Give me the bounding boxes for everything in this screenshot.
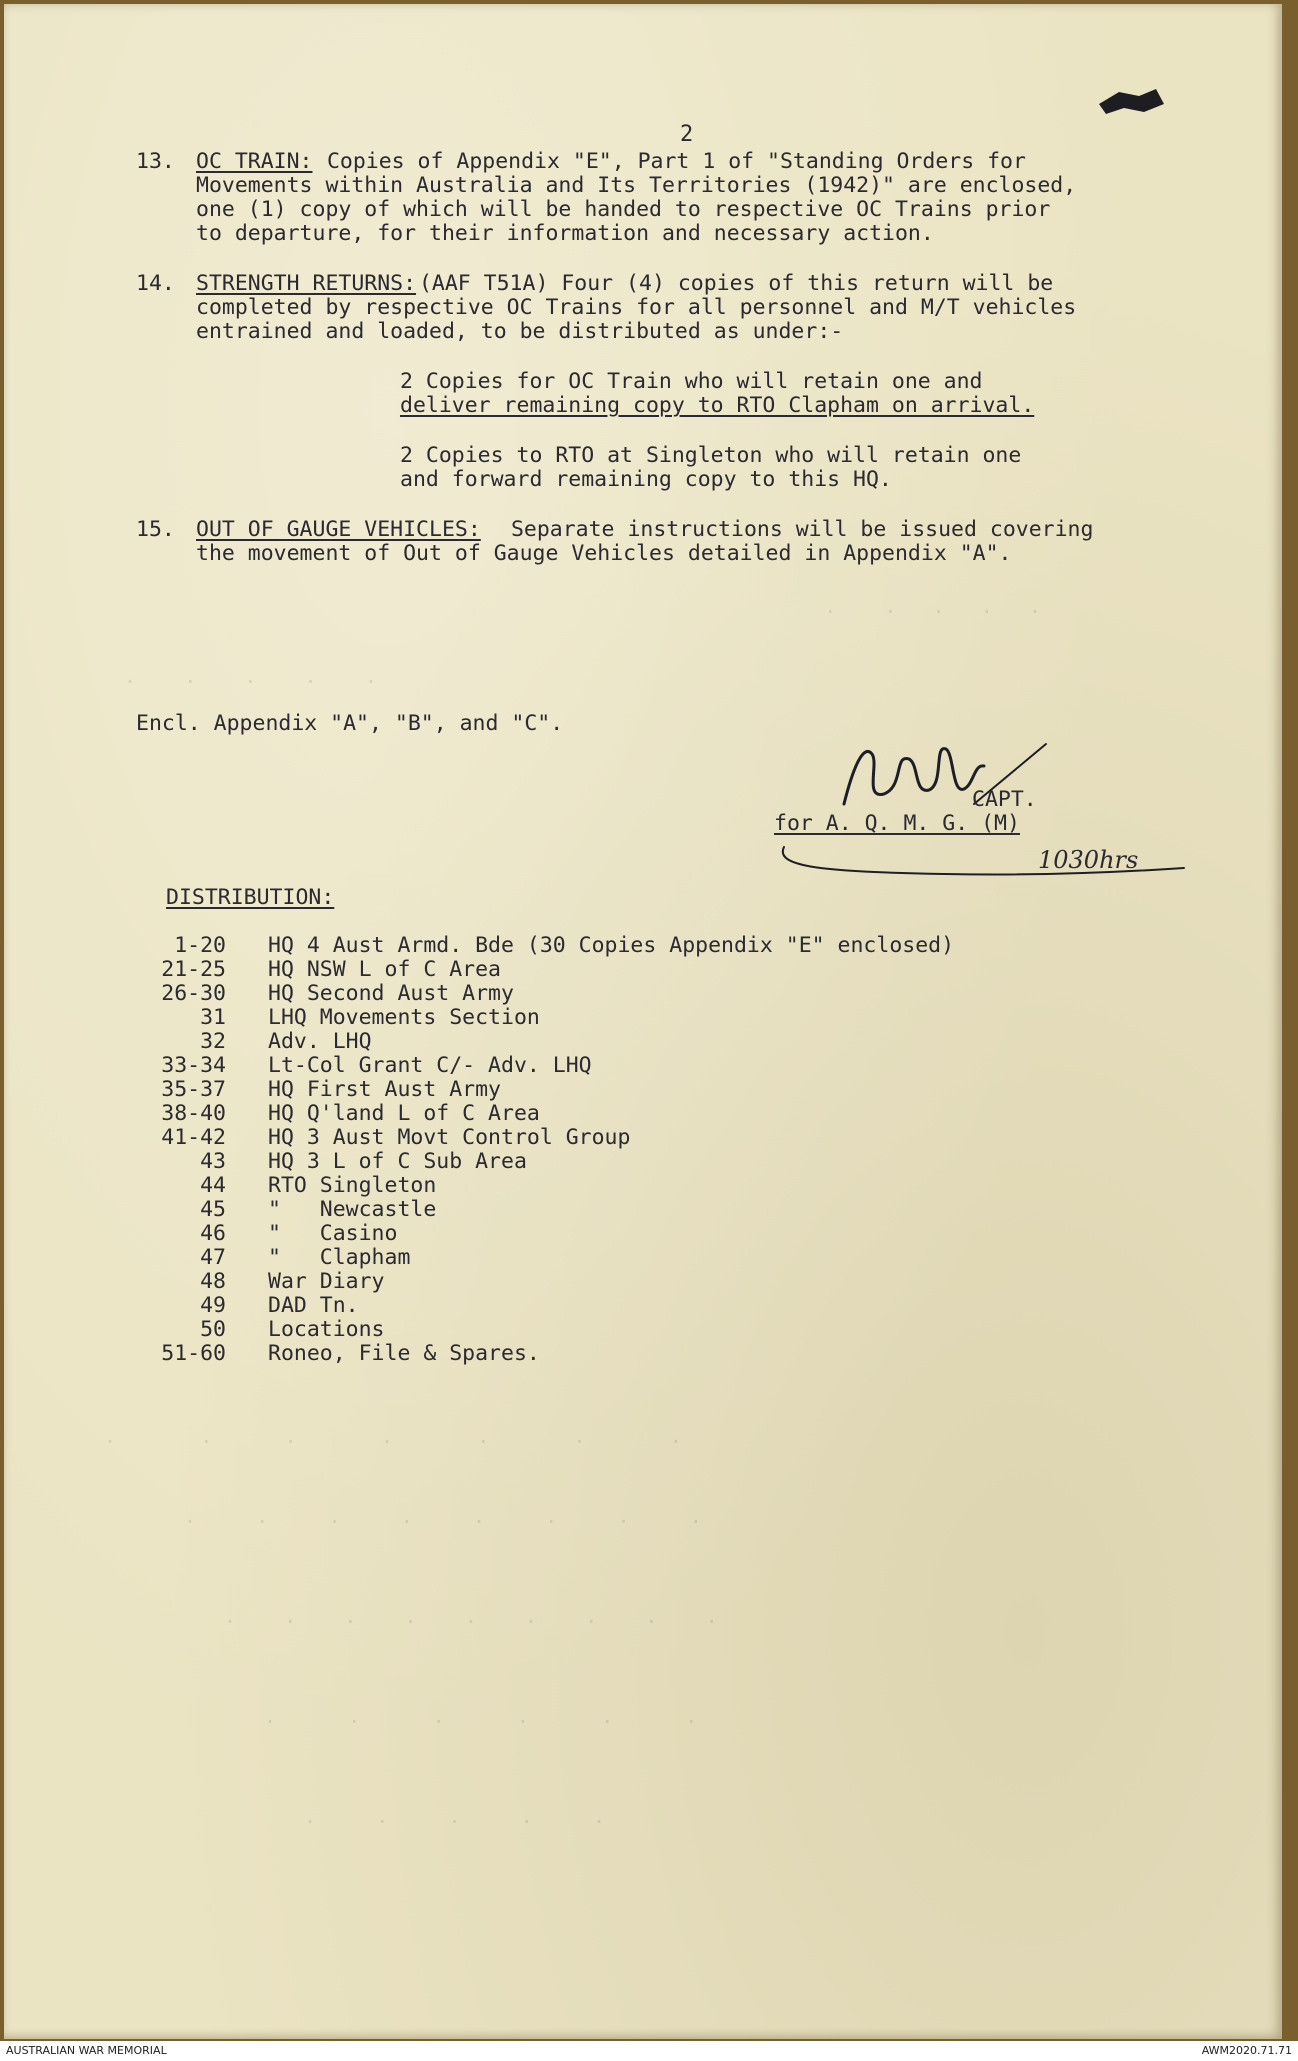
bleed-through-text: . . . . . . . . .	[224, 1604, 718, 1628]
paragraph-13-line-2: Movements within Australia and Its Territories (1942)" are enclosed,	[196, 173, 1077, 198]
paragraph-13-line-4: to departure, for their information and necessary action.	[196, 221, 934, 246]
distribution-recipient: HQ Second Aust Army	[268, 981, 514, 1006]
distribution-recipient: HQ First Aust Army	[268, 1077, 501, 1102]
sub-item-1-line-2: deliver remaining copy to RTO Clapham on arrival.	[400, 393, 1035, 418]
distribution-recipient: LHQ Movements Section	[268, 1005, 540, 1030]
enclosures-line: Encl. Appendix "A", "B", and "C".	[136, 711, 564, 736]
paragraph-14-line-1: (AAF T51A) Four (4) copies of this return will be	[406, 271, 1054, 296]
paragraph-15-line-1: Separate instructions will be issued covering	[498, 517, 1094, 542]
handwritten-time-note: 1030hrs	[1038, 846, 1139, 874]
bleed-through-text: . . . . .	[764, 594, 1041, 618]
distribution-recipient: RTO Singleton	[268, 1173, 437, 1198]
page-number: 2	[680, 122, 694, 147]
distribution-number: 50	[200, 1317, 226, 1342]
paragraph-14-heading: STRENGTH RETURNS:	[196, 271, 417, 296]
distribution-number: 26-30	[161, 981, 226, 1006]
distribution-heading: DISTRIBUTION:	[166, 885, 335, 910]
paragraph-13-heading: OC TRAIN:	[196, 149, 313, 174]
distribution-number: 35-37	[161, 1077, 226, 1102]
distribution-number: 44	[200, 1173, 226, 1198]
distribution-number: 46	[200, 1221, 226, 1246]
bleed-through-text: . . . . . . .	[104, 1424, 682, 1448]
distribution-recipient: War Diary	[268, 1269, 385, 1294]
distribution-number: 21-25	[161, 957, 226, 982]
paragraph-15-number: 15.	[136, 517, 175, 542]
distribution-number: 1-20	[174, 933, 226, 958]
document-page	[4, 4, 1282, 2039]
distribution-number: 43	[200, 1149, 226, 1174]
sub-item-2-line-2: and forward remaining copy to this HQ.	[400, 467, 892, 492]
distribution-number: 41-42	[161, 1125, 226, 1150]
distribution-recipient: Locations	[268, 1317, 385, 1342]
footer-reference: AWM2020.71.71	[1201, 2044, 1292, 2057]
distribution-recipient: DAD Tn.	[268, 1293, 359, 1318]
distribution-number: 38-40	[161, 1101, 226, 1126]
distribution-recipient: HQ 3 L of C Sub Area	[268, 1149, 527, 1174]
paragraph-14-line-3: entrained and loaded, to be distributed as under:-	[196, 319, 844, 344]
paragraph-14-number: 14.	[136, 271, 175, 296]
distribution-recipient: HQ 3 Aust Movt Control Group	[268, 1125, 631, 1150]
distribution-recipient: Lt-Col Grant C/- Adv. LHQ	[268, 1053, 592, 1078]
distribution-recipient: Roneo, File & Spares.	[268, 1341, 540, 1366]
bleed-through-text: . . . . .	[304, 1804, 606, 1828]
distribution-recipient: " Casino	[268, 1221, 398, 1246]
paragraph-14-line-2: completed by respective OC Trains for all personnel and M/T vehicles	[196, 295, 1077, 320]
bleed-through-text: . . . . . . . .	[184, 1504, 702, 1528]
distribution-number: 32	[200, 1029, 226, 1054]
bleed-through-text: . . . . .	[124, 664, 377, 688]
paragraph-15-heading: OUT OF GAUGE VEHICLES:	[196, 517, 481, 542]
distribution-recipient: " Newcastle	[268, 1197, 437, 1222]
paragraph-13-line-3: one (1) copy of which will be handed to respective OC Trains prior	[196, 197, 1051, 222]
distribution-number: 48	[200, 1269, 226, 1294]
distribution-recipient: HQ 4 Aust Armd. Bde (30 Copies Appendix "E" enclosed)	[268, 933, 955, 958]
distribution-recipient: " Clapham	[268, 1245, 411, 1270]
distribution-recipient: Adv. LHQ	[268, 1029, 372, 1054]
distribution-number: 47	[200, 1245, 226, 1270]
signature-rank: CAPT.	[972, 787, 1037, 812]
distribution-number: 49	[200, 1293, 226, 1318]
sub-item-1-line-1: 2 Copies for OC Train who will retain one and	[400, 369, 983, 394]
distribution-recipient: HQ NSW L of C Area	[268, 957, 501, 982]
distribution-recipient: HQ Q'land L of C Area	[268, 1101, 540, 1126]
paragraph-13-line-1: Copies of Appendix "E", Part 1 of "Standing Orders for	[314, 149, 1026, 174]
bleed-through-text: . . . . . .	[264, 1704, 698, 1728]
footer-institution: AUSTRALIAN WAR MEMORIAL	[6, 2044, 167, 2057]
archive-footer	[0, 2041, 1298, 2061]
distribution-number: 45	[200, 1197, 226, 1222]
ink-blot-mark	[1094, 84, 1174, 124]
distribution-number: 33-34	[161, 1053, 226, 1078]
signature-for-line: for A. Q. M. G. (M)	[774, 811, 1020, 836]
distribution-number: 51-60	[161, 1341, 226, 1366]
sub-item-2-line-1: 2 Copies to RTO at Singleton who will retain one	[400, 443, 1022, 468]
paragraph-13-number: 13.	[136, 149, 175, 174]
distribution-number: 31	[200, 1005, 226, 1030]
paragraph-15-line-2: the movement of Out of Gauge Vehicles detailed in Appendix "A".	[196, 541, 1012, 566]
